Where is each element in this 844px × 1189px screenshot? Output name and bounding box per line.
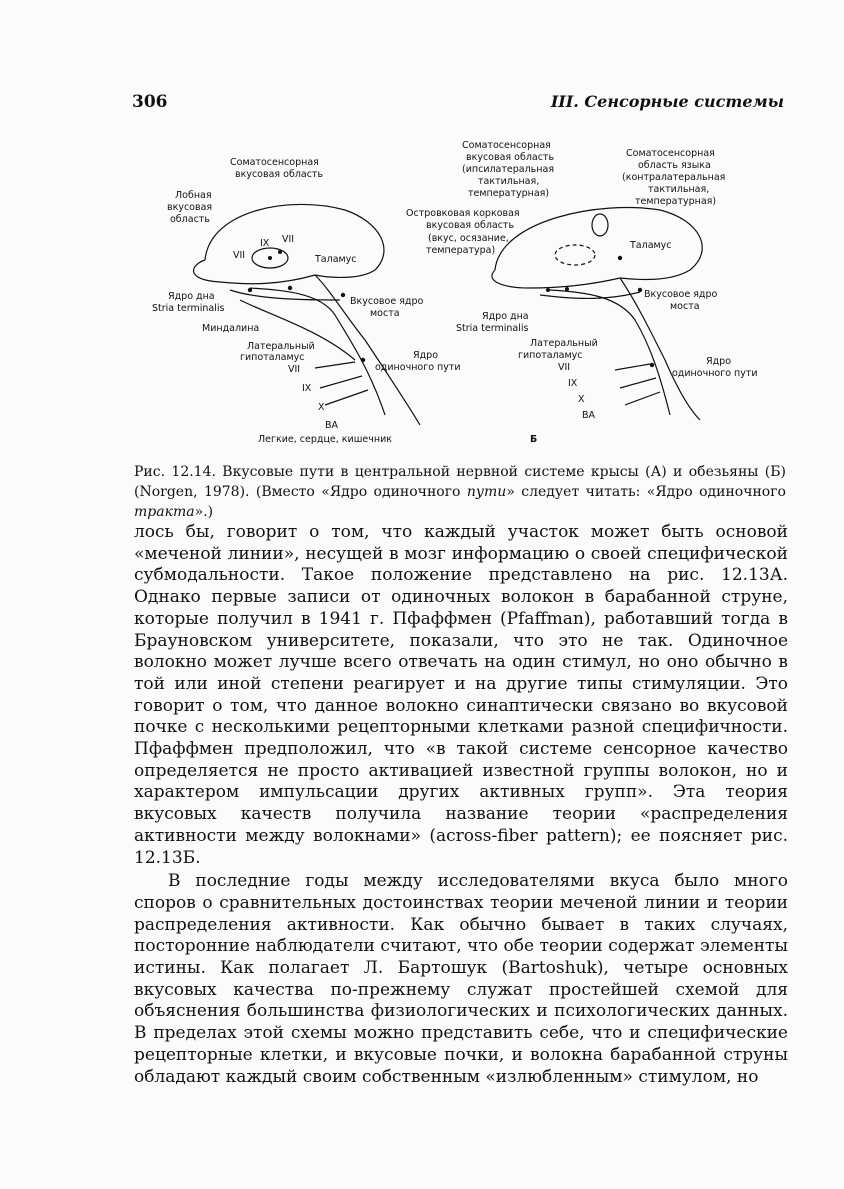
figure-taste-pathways [130,140,790,450]
label: температурная) [468,188,550,199]
label: вкусовая [167,202,213,213]
label: Б [530,434,538,445]
label: X [578,394,585,405]
label: одиночного пути [375,362,461,373]
label: IX [568,378,578,389]
label: ВА [325,420,339,431]
label: Вкусовое ядро [644,289,718,300]
label: Ядро дна [168,291,215,302]
left-labels [152,157,461,445]
caption-italic: пути [466,484,507,500]
paragraph: лось бы, говорит о том, что каждый участок может быть основой «меченой линии», несущей в мозг информацию о своей специфической субмодальности. Такое положение представлено на рис. 12.13А. Однако первые записи от одиночных волокон в барабанной струне, которые получил в 1941 г. Пфаффмен (Pfaffman), работавший тогда в Брауновском университете, показали, что это не так. Одиночное волокно может лучше всего отвечать на один стимул, но оно обычно в той или иной степени реагирует и на другие типы стимуляции. Это говорит о том, что данное волокно синаптически связано во вкусовой почке с несколькими рецепторными клетками разной специфичности. Пфаффмен предположил, что «в такой системе сенсорное качество определяется не просто активацией известной группы волокон, но и характером импульсации других активных групп». Эта теория вкусовых качеств получила название теории «распределения активности между волокнами» (across-fiber pattern); ее поясняет рис. 12.13Б. [134,522,788,868]
label: Ядро [413,350,439,361]
label: Соматосенсорная [626,148,715,159]
paragraph: В последние годы между исследователями вкуса было много споров о сравнительных достоинствах теории меченой линии и теории распределения активности. Как обычно бывает в таких случаях, посторонние наблюдатели считают, что обе теории содержат элементы истины. Как полагает Л. Бартошук (Bartoshuk), четыре основных вкусовых качества по-прежнему служат простейшей схемой для объяснения большинства физиологических и психологических данных. В пределах этой схемы можно представить себе, что и специфические рецепторные клетки, и вкусовые почки, и волокна барабанной струны обладают каждый своим собственным «излюбленным» стимулом, но [134,871,788,1087]
label: область языка [638,160,711,171]
body-text [134,522,788,1088]
label: моста [670,301,700,312]
label: Островковая корковая [406,208,520,219]
label: область [170,214,210,225]
label: ВА [582,410,596,421]
label: тактильная, [648,184,710,195]
label: VII [233,250,246,261]
label: температурная) [635,196,717,207]
label: Миндалина [202,323,260,334]
page-header [132,92,784,116]
label: Соматосенсорная [462,140,551,151]
label: Таламус [630,240,672,251]
label: VII [282,234,295,245]
label: (контралатеральная [622,172,726,183]
label: тактильная, [478,176,540,187]
label: вкусовая область [426,220,515,231]
label: Латеральный [247,341,315,352]
figure-caption [134,462,786,522]
label: IX [260,238,270,249]
label: (ипсилатеральная [462,164,555,175]
label: гипоталамус [518,350,583,361]
label: (вкус, осязание, [428,233,509,244]
label: Латеральный [530,338,598,349]
label: Stria terminalis [152,303,225,314]
label: одиночного пути [672,368,758,379]
label: Таламус [315,254,357,265]
label: Ядро [706,356,732,367]
label: VII [558,362,571,373]
label: вкусовая область [235,169,324,180]
label: вкусовая область [466,152,555,163]
taste-pathways-diagram [130,140,790,450]
caption-text: ».) [194,504,214,520]
label: VII [288,364,301,375]
label: Соматосенсорная [230,157,319,168]
label: температура) [426,245,496,256]
label: X [318,402,325,413]
caption-text: Рис. 12.14. Вкусовые пути в центральной нервной системе крысы (А) и обезьяны (Б) (Norgen, 1978). (Вместо «Ядро одиночного [134,464,786,500]
label: Ядро дна [482,311,529,322]
label: гипоталамус [240,352,305,363]
label: Stria terminalis [456,323,529,334]
label: Вкусовое ядро [350,296,424,307]
page-number: 306 [132,92,168,112]
label: моста [370,308,400,319]
caption-italic: тракта [134,504,195,520]
caption-text: » следует читать: «Ядро одиночного [506,484,786,500]
label: IX [302,383,312,394]
label: Легкие, сердце, кишечник [258,434,392,445]
running-head: III. Сенсорные системы [550,92,784,111]
label: Лобная [175,190,212,201]
